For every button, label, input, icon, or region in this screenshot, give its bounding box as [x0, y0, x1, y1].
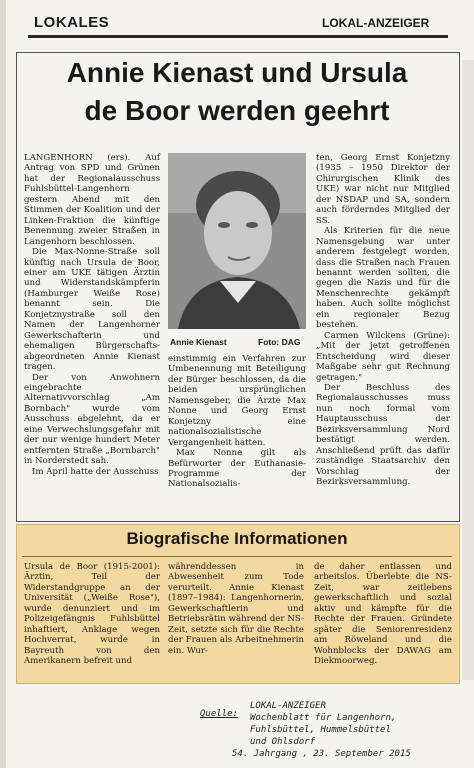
source-line: Fuhlsbüttel, Hummelsbüttel: [250, 725, 391, 735]
source-label: Quelle:: [200, 709, 238, 719]
article-column-3: [316, 153, 450, 488]
paragraph: de daher entlassen und arbeitslos. Überlebte die NS-Zeit, war zeitlebens gewerkschaftlich und sozial aktiv und kämpfte für die Rechte der Frauen. Gründete später die Seniorenresidenz am Röweland und die Wohnblocks der DAWAG am Diekmoorweg.: [314, 562, 452, 667]
source-line: und Ohlsdorf: [250, 737, 316, 747]
photo-credit: Foto: DAG: [258, 337, 301, 347]
paragraph: währenddessen in Abwesenheit zum Tode verurteilt. Annie Kienast (1897–1984): Langenhornerin, Gewerkschaftlerin und Betriebsrätin während der NS-Zeit, setzte sich für die Rechte der Frauen als Arbeitnehmerin ein. Wur-: [168, 562, 304, 656]
scan-edge-left: [0, 0, 6, 768]
portrait-illustration: [168, 153, 306, 329]
headline-line-1: Annie Kienast und Ursula: [66, 57, 408, 88]
portrait-photo: [168, 153, 306, 329]
article-column-2: [168, 354, 306, 490]
header-rule: [28, 35, 448, 38]
section-label: LOKALES: [34, 14, 110, 31]
paragraph: Max Nonne gilt als Befürworter der Euthanasie-Programme der Nationalsozialis-: [168, 448, 306, 490]
source-line: LOKAL-ANZEIGER: [250, 701, 326, 711]
paragraph: ten, Georg Ernst Konjetzny (1935 – 1950 Direktor der Chirurgischen Klinik des UKE) war nicht nur Mitglied der NSDAP und SA, sondern auch förderndes Mitglied der SS.: [316, 153, 450, 226]
source-note: [250, 700, 470, 748]
paragraph: Carmen Wilckens (Grüne): „Mit der jetzt getroffenen Entscheidung wird dieser Maßgabe sehr gut Rechnung getragen.": [316, 330, 450, 383]
paragraph: Die Max-Nonne-Straße soll künftig nach Ursula de Boor, einer am UKE tätigen Ärztin und Widerstandskämpferin (Hamburger Weiße Rose) benannt sein. Die Konjetznystraße soll den Namen der Langenhorner Gewerkschafterin und ehemaligen Bürgerschafts-abgeordneten Annie Kienast tragen.: [24, 247, 160, 373]
source-line: 54. Jahrgang , 23. September 2015: [232, 749, 411, 759]
source-line: Wochenblatt für Langenhorn,: [250, 713, 397, 723]
paragraph: Im April hatte der Ausschuss: [32, 466, 159, 477]
biography-title: Biografische Informationen: [126, 529, 348, 548]
newspaper-name: LOKAL-ANZEIGER: [322, 16, 430, 30]
paragraph: Der von Anwohnern eingebrachte Alternativvorschlag „Am Bornbach" wurde vom Ausschuss abgelehnt, da er eine Verwechslungsgefahr mit der nur wenige hundert Meter entfernten Straße „Bornbarch" in Norderstedt sah.: [24, 372, 160, 467]
article-column-1: [24, 153, 160, 477]
paragraph: LANGENHORN (ers). Auf Antrag von SPD und Grünen hat der Regionalausschuss Fuhlsbüttel-Langenhorn gestern Abend mit den Stimmen der Koalition und der Linken-Fraktion die künftige Benennung zweier Straßen in Langenhorn beschlossen.: [24, 153, 160, 247]
photo-caption: Annie Kienast: [170, 337, 227, 347]
paragraph: einstimmig ein Verfahren zur Umbenennung mit Beteiligung der Bürger beschlossen, da die beiden ursprünglichen Namensgeber, die Ärzte Max Nonne und Georg Ernst Konjetzny eine nationalsozialistische Vergangenheit hatten.: [168, 354, 306, 448]
paragraph: Ursula de Boor (1915-2001): Ärztin, Teil der Widerstandgruppe an der Universität („Weiße Rose"), wurde denunziert und im Polizeigefängnis Fuhlsbüttel inhaftiert, Anklage wegen Hochverrat, wurde in Bayreuth von den Amerikanern befreit und: [24, 562, 160, 667]
biography-column-3: [314, 562, 452, 667]
biography-column-1: [24, 562, 160, 667]
biography-rule: [22, 556, 452, 557]
paragraph: Der Beschluss des Regionalausschusses muss nun noch formal vom Hauptausschuss der Bezirksversammlung Nord bestätigt werden. Anschließend prüft das dafür zuständige Staatsarchiv den Vorschlag der Bezirksversammlung.: [316, 382, 450, 488]
headline-line-2: de Boor werden geehrt: [84, 95, 390, 126]
paragraph: Als Kriterien für die neue Namensgebung war unter anderem festgelegt worden, dass die Straßen nach Frauen benannt werden sollten, die gegen die Nazis und für die Menschenrechte gekämpft haben. Auch sollte möglichst ein regionaler Bezug bestehen.: [316, 226, 450, 331]
biography-column-2: [168, 562, 304, 656]
scan-edge-right: [462, 60, 474, 680]
